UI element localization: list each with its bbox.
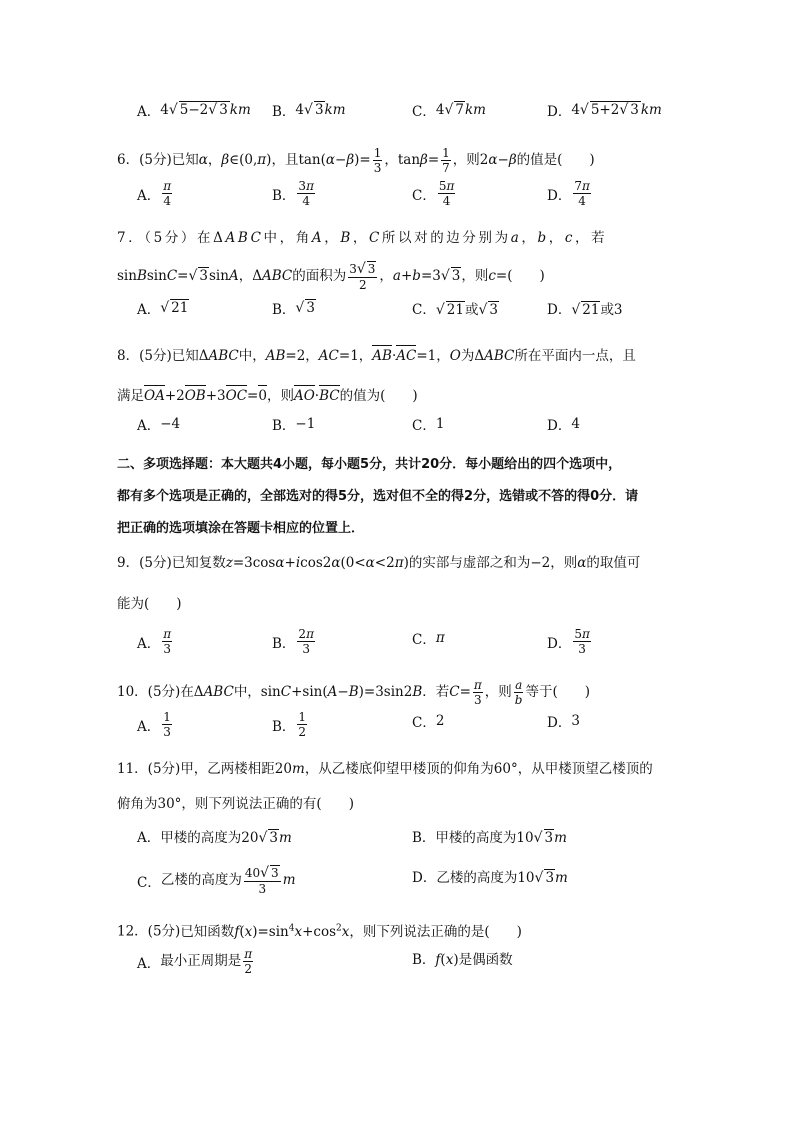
q6-option-c[interactable]: C． $\frac{5\pi}{4}$ xyxy=(412,179,455,208)
q8-stem-line1: 8．(5分)已知ΔABC中，AB=2，AC=1，AB·AC=1，O为ΔABC所在平面内一点，且 xyxy=(117,348,636,364)
q10-option-b[interactable]: B． $\frac{1}{2}$ xyxy=(272,710,307,739)
q11-option-c[interactable]: C． 乙楼的高度为 $\frac{40√ 3}{3}$ m xyxy=(137,865,296,896)
q6-option-d[interactable]: D． $\frac{7\pi}{4}$ xyxy=(547,179,590,208)
q6-stem: 6．(5分)已知α，β∈(0,π)，且tan(α−β)= $\frac{1}{3}$ ，tanβ= $\frac{1}{7}$ ，则2α−β的值是( ) xyxy=(117,146,595,175)
q5-options xyxy=(0,100,794,140)
q5-option-d[interactable]: D． 4√ 5+2√ 3 km xyxy=(547,102,662,120)
q6-option-b[interactable]: B． $\frac{3\pi}{4}$ xyxy=(272,179,314,208)
q7-stem-line2: sinBsinC=√ 3sinA，ΔABC的面积为 $\frac{3√ 3}{2}$ ，a+b=3√ 3，则c=( ) xyxy=(117,261,545,292)
q7-option-c[interactable]: C． √ 21或√ 3 xyxy=(412,302,498,318)
q11-options-row1 xyxy=(0,826,794,866)
q8-option-a[interactable]: A． −4 xyxy=(137,416,181,434)
q5-option-c[interactable]: C． 4√ 7km xyxy=(412,102,486,120)
section2-heading-line1: 二、多项选择题：本大题共4小题，每小题5分，共计20分．每小题给出的四个选项中， xyxy=(117,457,622,472)
q8-options xyxy=(0,414,794,454)
q12-options xyxy=(0,948,794,988)
q8-stem-line2: 满足OA+2OB+3OC=0，则AO·BC的值为( ) xyxy=(117,388,418,404)
q11-option-d[interactable]: D． 乙楼的高度为10√ 3m xyxy=(412,870,568,886)
section2-heading-line3: 把正确的选项填涂在答题卡相应的位置上． xyxy=(117,521,365,536)
q9-option-b[interactable]: B． $\frac{2\pi}{3}$ xyxy=(272,627,314,656)
q12-option-a[interactable]: A． 最小正周期是 $\frac{\pi}{2}$ xyxy=(137,947,253,976)
q9-options xyxy=(0,628,794,668)
q11-option-b[interactable]: B． 甲楼的高度为10√ 3m xyxy=(412,830,567,846)
q9-option-a[interactable]: A． $\frac{\pi}{3}$ xyxy=(137,627,172,656)
q7-option-b[interactable]: B． √ 3 xyxy=(272,300,315,318)
section2-heading-line2: 都有多个选项是正确的，全部选对的得5分，选对但不全的得2分，选错或不答的得0分．请 xyxy=(117,489,639,504)
q9-option-c[interactable]: C． π xyxy=(412,630,445,648)
q7-option-d[interactable]: D． √ 21或3 xyxy=(547,302,623,318)
q10-option-c[interactable]: C． 2 xyxy=(412,713,445,731)
q6-options xyxy=(0,180,794,220)
q9-option-d[interactable]: D． $\frac{5\pi}{3}$ xyxy=(547,627,590,656)
q8-option-d[interactable]: D． 4 xyxy=(547,416,580,434)
q12-option-b[interactable]: B． f(x)是偶函数 xyxy=(412,952,513,968)
q10-option-d[interactable]: D． 3 xyxy=(547,713,580,731)
q10-stem: 10．(5分)在ΔABC中，sinC+sin(A−B)=3sin2B．若C= $\frac{\pi}{3}$ ，则 $\frac{a}{b}$ 等于( ) xyxy=(117,678,591,707)
q12-stem: 12．(5分)已知函数$f(x)=\sin^4x+\cos^2x$，则下列说法正确的是( ) xyxy=(117,923,522,940)
q11-options-row2 xyxy=(0,866,794,906)
q11-stem-line1: 11．(5分)甲，乙两楼相距20m，从乙楼底仰望甲楼顶的仰角为60°，从甲楼顶望乙楼顶的 xyxy=(117,761,653,777)
q11-option-a[interactable]: A． 甲楼的高度为20√ 3m xyxy=(137,830,292,846)
q7-option-a[interactable]: A． √ 21 xyxy=(137,300,189,318)
q7-options xyxy=(0,298,794,338)
q5-option-a[interactable]: A． 4√ 5−2√ 3 km xyxy=(137,102,251,120)
q8-option-c[interactable]: C． 1 xyxy=(412,416,445,434)
q10-option-a[interactable]: A． $\frac{1}{3}$ xyxy=(137,710,171,739)
q6-option-a[interactable]: A． $\frac{\pi}{4}$ xyxy=(137,179,172,208)
q10-options xyxy=(0,711,794,751)
q8-option-b[interactable]: B． −1 xyxy=(272,416,316,434)
q9-stem-line2: 能为( ) xyxy=(117,596,182,612)
q11-stem-line2: 俯角为30°，则下列说法正确的有( ) xyxy=(117,796,354,812)
q7-stem-line1: 7．（5分）在ΔABC中，角A，B，C所以对的边分别为a，b，c，若 xyxy=(117,230,608,246)
q5-option-b[interactable]: B． 4√ 3km xyxy=(272,102,346,120)
q9-stem-line1: 9．(5分)已知复数z=3cosα+icos2α(0<α<2π)的实部与虚部之和为−2，则α的取值可 xyxy=(117,555,641,571)
